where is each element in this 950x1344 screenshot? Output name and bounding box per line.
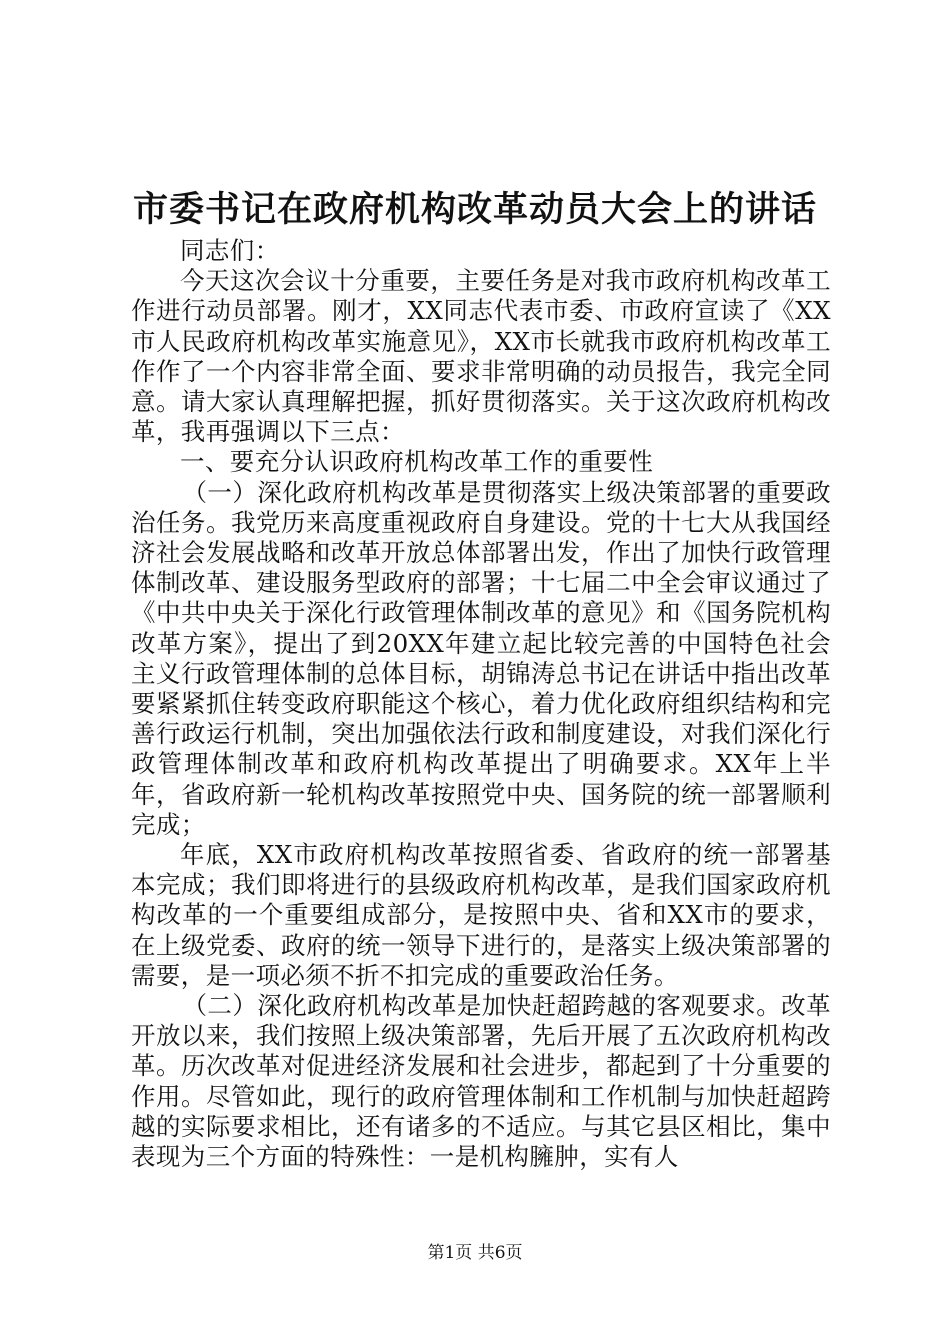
document-body (131, 236, 831, 1172)
page-number-footer: 第1页 共6页 (427, 1243, 523, 1263)
document-title: 市委书记在政府机构改革动员大会上的讲话 (132, 189, 817, 230)
body-paragraph: 年底，XX市政府机构改革按照省委、省政府的统一部署基本完成；我们即将进行的县级政府机构改革，是我们国家政府机构改革的一个重要组成部分，是按照中央、省和XX市的要求，在上级党委、政府的统一领导下进行的，是落实上级决策部署的需要，是一项必须不折不扣完成的重要政治任务。 (131, 840, 831, 990)
section-heading: 一、要充分认识政府机构改革工作的重要性 (180, 447, 654, 477)
body-paragraph: （一）深化政府机构改革是贯彻落实上级决策部署的重要政治任务。我党历来高度重视政府自身建设。党的十七大从我国经济社会发展战略和改革开放总体部署出发，作出了加快行政管理体制改革、建设服务型政府的部署；十七届二中全会审议通过了《中共中央关于深化行政管理体制改革的意见》和《国务院机构改革方案》，提出了到20XX年建立起比较完善的中国特色社会主义行政管理体制的总体目标，胡锦涛总书记在讲话中指出改革要紧紧抓住转变政府职能这个核心，着力优化政府组织结构和完善行政运行机制，突出加强依法行政和制度建设，对我们深化行政管理体制改革和政府机构改革提出了明确要求。XX年上半年，省政府新一轮机构改革按照党中央、国务院的统一部署顺利完成； (131, 477, 831, 839)
body-paragraph: 今天这次会议十分重要，主要任务是对我市政府机构改革工作进行动员部署。刚才，XX同志代表市委、市政府宣读了《XX市人民政府机构改革实施意见》，XX市长就我市政府机构改革工作作了一个内容非常全面、要求非常明确的动员报告，我完全同意。请大家认真理解把握，抓好贯彻落实。关于这次政府机构改革，我再强调以下三点： (131, 266, 831, 447)
salutation: 同志们： (180, 236, 280, 265)
body-paragraph: （二）深化政府机构改革是加快赶超跨越的客观要求。改革开放以来，我们按照上级决策部署，先后开展了五次政府机构改革。历次改革对促进经济发展和社会进步，都起到了十分重要的作用。尽管如此，现行的政府管理体制和工作机制与加快赶超跨越的实际要求相比，还有诸多的不适应。与其它县区相比，集中表现为三个方面的特殊性：一是机构臃肿，实有人 (131, 991, 831, 1172)
